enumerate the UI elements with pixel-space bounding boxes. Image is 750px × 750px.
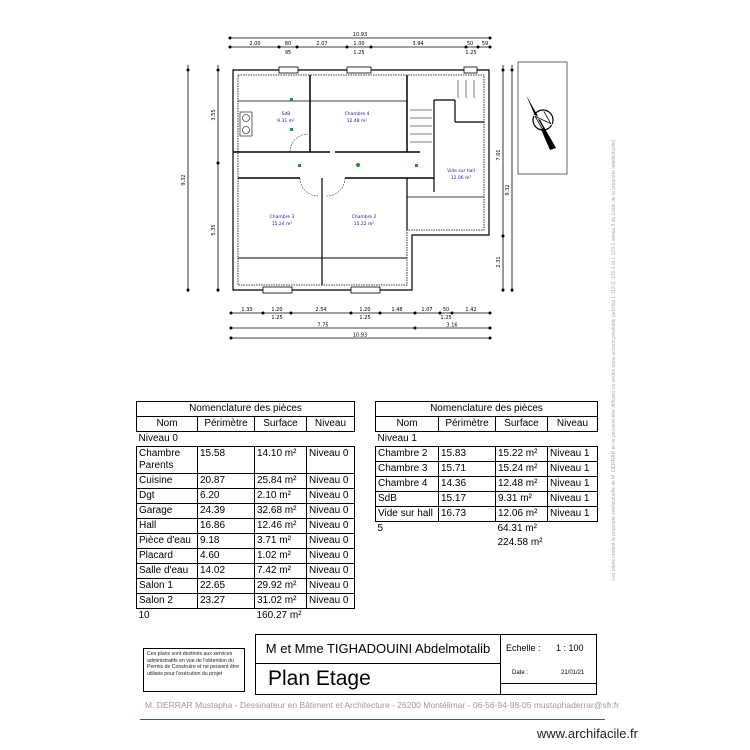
cell-name: Salon 1	[137, 579, 198, 594]
cell-level: Niveau 1	[548, 447, 598, 462]
room-count: 10	[138, 610, 150, 621]
dim-top-sub: 1.25	[465, 50, 477, 56]
dim-bottom-sub: 1.25	[440, 315, 452, 321]
cell-level: Niveau 0	[307, 504, 355, 519]
cell-surface: 31.02 m²	[255, 594, 307, 609]
cell-surface: 2.10 m²	[255, 489, 307, 504]
cell-perimeter: 22.65	[198, 579, 255, 594]
cell-level: Niveau 0	[307, 474, 355, 489]
cell-perimeter: 14.02	[198, 564, 255, 579]
room-area: 15.22 m²	[353, 222, 375, 227]
dim-left: 3.55	[211, 109, 217, 121]
cell-level: Niveau 1	[548, 477, 598, 492]
dim-right: 7.01	[496, 149, 502, 161]
col-header-name: Nom	[376, 417, 439, 432]
title-block	[255, 634, 597, 695]
dim-right: 9.32	[505, 184, 511, 196]
dim-top: 1.00	[353, 41, 365, 47]
dim-top: 2.00	[249, 41, 261, 47]
cell-surface: 25.84 m²	[255, 474, 307, 489]
dim-bottom: 1.48	[391, 307, 403, 313]
room-label: Chambre 4	[344, 112, 370, 117]
drawing-title: Plan Etage	[268, 667, 371, 690]
cell-surface: 1.02 m²	[255, 549, 307, 564]
room-area: 15.24 m²	[271, 222, 293, 227]
table-row	[137, 474, 355, 489]
cell-name: Cuisine	[137, 474, 198, 489]
cell-surface: 12.46 m²	[255, 519, 307, 534]
cell-perimeter: 16.73	[439, 507, 496, 522]
table-row	[137, 549, 355, 564]
dim-top-total: 10.93	[352, 32, 368, 38]
cell-surface: 7.42 m²	[255, 564, 307, 579]
dim-left: 5.35	[211, 224, 217, 236]
cell-name: Chambre 2	[376, 447, 439, 462]
client-name: M et Mme TIGHADOUINI Abdelmotalib	[256, 635, 501, 664]
cell-name: Vide sur hall	[376, 507, 439, 522]
dim-top: 59	[481, 41, 489, 47]
dim-bottom: 1.07	[421, 307, 433, 313]
footer-rule	[140, 719, 605, 720]
room-label: Chambre 2	[351, 215, 377, 220]
date-label: Date :	[512, 670, 529, 676]
dim-top: 50	[466, 41, 474, 47]
col-header-perimeter: Périmètre	[198, 417, 255, 432]
copyright-notice: Les plans restent la propriété intellectuelle de M. DERRAR et ne peuvent être diffusés ou cédés sans accord préalable (articles L 112-2, 121-1 et L 123-1 alinéa 3 du Code de la propriété intellectuelle)	[611, 139, 617, 581]
dim-bottom-total: 10.93	[352, 332, 368, 339]
table-title: Nomenclature des pièces	[376, 402, 598, 417]
cell-perimeter: 15.58	[198, 447, 255, 474]
room-table-level-1	[375, 401, 598, 550]
dim-bottom: 50	[442, 307, 450, 313]
cell-surface: 32.68 m²	[255, 504, 307, 519]
table-row	[137, 447, 355, 474]
room-area: 12.06 m²	[450, 176, 472, 181]
col-header-surface: Surface	[496, 417, 548, 432]
room-label: Vide sur hall	[447, 169, 475, 174]
dim-top-sub: 95	[284, 50, 292, 56]
cell-surface: 12.48 m²	[496, 477, 548, 492]
cell-surface: 15.22 m²	[496, 447, 548, 462]
cell-perimeter: 4.60	[198, 549, 255, 564]
total-surface: 160.27 m²	[256, 610, 302, 621]
table-row	[137, 579, 355, 594]
cell-level: Niveau 0	[307, 519, 355, 534]
cell-level: Niveau 0	[307, 489, 355, 504]
total-surface: 64.31 m²	[497, 523, 537, 534]
level-label: Niveau 0	[138, 433, 178, 444]
cell-surface: 9.31 m²	[496, 492, 548, 507]
table-row	[376, 447, 598, 462]
cell-name: Hall	[137, 519, 198, 534]
table-row	[137, 564, 355, 579]
dim-bottom-mid: 3.16	[446, 322, 458, 329]
table-row	[376, 492, 598, 507]
cell-name: Chambre Parents	[137, 447, 198, 474]
cell-perimeter: 15.83	[439, 447, 496, 462]
cell-name: Garage	[137, 504, 198, 519]
dim-top: 3.94	[412, 41, 424, 47]
table-title: Nomenclature des pièces	[137, 402, 355, 417]
dim-bottom: 2.54	[315, 307, 327, 313]
scale-label: Echelle :	[506, 643, 541, 653]
col-header-level: Niveau	[548, 417, 598, 432]
north-arrow-icon	[518, 62, 567, 174]
cell-level: Niveau 0	[307, 447, 355, 474]
room-count: 5	[377, 523, 384, 534]
cell-perimeter: 15.17	[439, 492, 496, 507]
col-header-name: Nom	[137, 417, 198, 432]
dim-top: 2.07	[316, 41, 328, 47]
dim-bottom: 1.20	[271, 307, 283, 313]
table-row	[137, 504, 355, 519]
cell-level: Niveau 0	[307, 534, 355, 549]
cell-perimeter: 15.71	[439, 462, 496, 477]
table-row	[376, 462, 598, 477]
room-table-level-0	[136, 401, 355, 623]
dim-bottom: 1.42	[465, 307, 477, 313]
cell-level: Niveau 0	[307, 564, 355, 579]
table-row	[137, 534, 355, 549]
watermark: www.archifacile.fr	[536, 726, 638, 741]
cell-perimeter: 16.86	[198, 519, 255, 534]
cell-surface: 14.10 m²	[255, 447, 307, 474]
cell-perimeter: 20.87	[198, 474, 255, 489]
dim-top-sub: 1.25	[353, 50, 365, 56]
cell-surface: 12.06 m²	[496, 507, 548, 522]
cell-level: Niveau 1	[548, 492, 598, 507]
cell-surface: 29.92 m²	[255, 579, 307, 594]
cell-surface: 3.71 m²	[255, 534, 307, 549]
cell-name: Dgt	[137, 489, 198, 504]
room-label: Chambre 3	[269, 215, 295, 220]
dim-bottom-sub: 1.25	[359, 315, 371, 321]
dim-bottom: 1.20	[359, 307, 371, 313]
cell-level: Niveau 0	[307, 594, 355, 609]
cell-name: Chambre 4	[376, 477, 439, 492]
dim-bottom-sub: 1.25	[271, 315, 283, 321]
cell-name: SdB	[376, 492, 439, 507]
table-row	[137, 489, 355, 504]
dim-top: 80	[284, 41, 292, 47]
dim-left: 9.32	[181, 174, 187, 186]
dim-bottom: 1.33	[241, 307, 253, 313]
room-label: SdB	[281, 112, 291, 117]
cell-level: Niveau 1	[548, 507, 598, 522]
cell-name: Salon 2	[137, 594, 198, 609]
cell-perimeter: 6.20	[198, 489, 255, 504]
table-row	[376, 507, 598, 522]
usage-notice: Ces plans sont destinés aux services administratifs en vue de l'obtention du Permis de Construire et ne peuvent être utilisés pour l'exécution du projet	[143, 648, 245, 692]
table-row	[137, 594, 355, 609]
table-row	[376, 477, 598, 492]
grand-total-surface: 224.58 m²	[497, 537, 543, 548]
cell-surface: 15.24 m²	[496, 462, 548, 477]
cell-name: Pièce d'eau	[137, 534, 198, 549]
cell-name: Chambre 3	[376, 462, 439, 477]
cell-perimeter: 24.39	[198, 504, 255, 519]
table-row	[137, 519, 355, 534]
cell-name: Salle d'eau	[137, 564, 198, 579]
cell-level: Niveau 1	[548, 462, 598, 477]
designer-footer: M. DERRAR Mustapha - Dessinateur en Bâtiment et Architecture - 26200 Montélimar - 06-56-94-98-05 mustaphaderrar@sfr.fr	[145, 700, 619, 710]
room-area: 9.31 m²	[277, 119, 295, 124]
col-header-level: Niveau	[307, 417, 355, 432]
dim-bottom-mid: 7.75	[317, 322, 329, 329]
cell-perimeter: 14.36	[439, 477, 496, 492]
cell-perimeter: 9.18	[198, 534, 255, 549]
room-area: 12.48 m²	[346, 119, 368, 124]
cell-level: Niveau 0	[307, 549, 355, 564]
cell-name: Placard	[137, 549, 198, 564]
col-header-perimeter: Périmètre	[439, 417, 496, 432]
col-header-surface: Surface	[255, 417, 307, 432]
dim-right: 2.31	[496, 256, 502, 268]
date-value: 21/01/21	[561, 670, 585, 676]
cell-perimeter: 23.27	[198, 594, 255, 609]
scale-value: 1 : 100	[556, 643, 584, 653]
level-label: Niveau 1	[377, 433, 417, 444]
cell-level: Niveau 0	[307, 579, 355, 594]
